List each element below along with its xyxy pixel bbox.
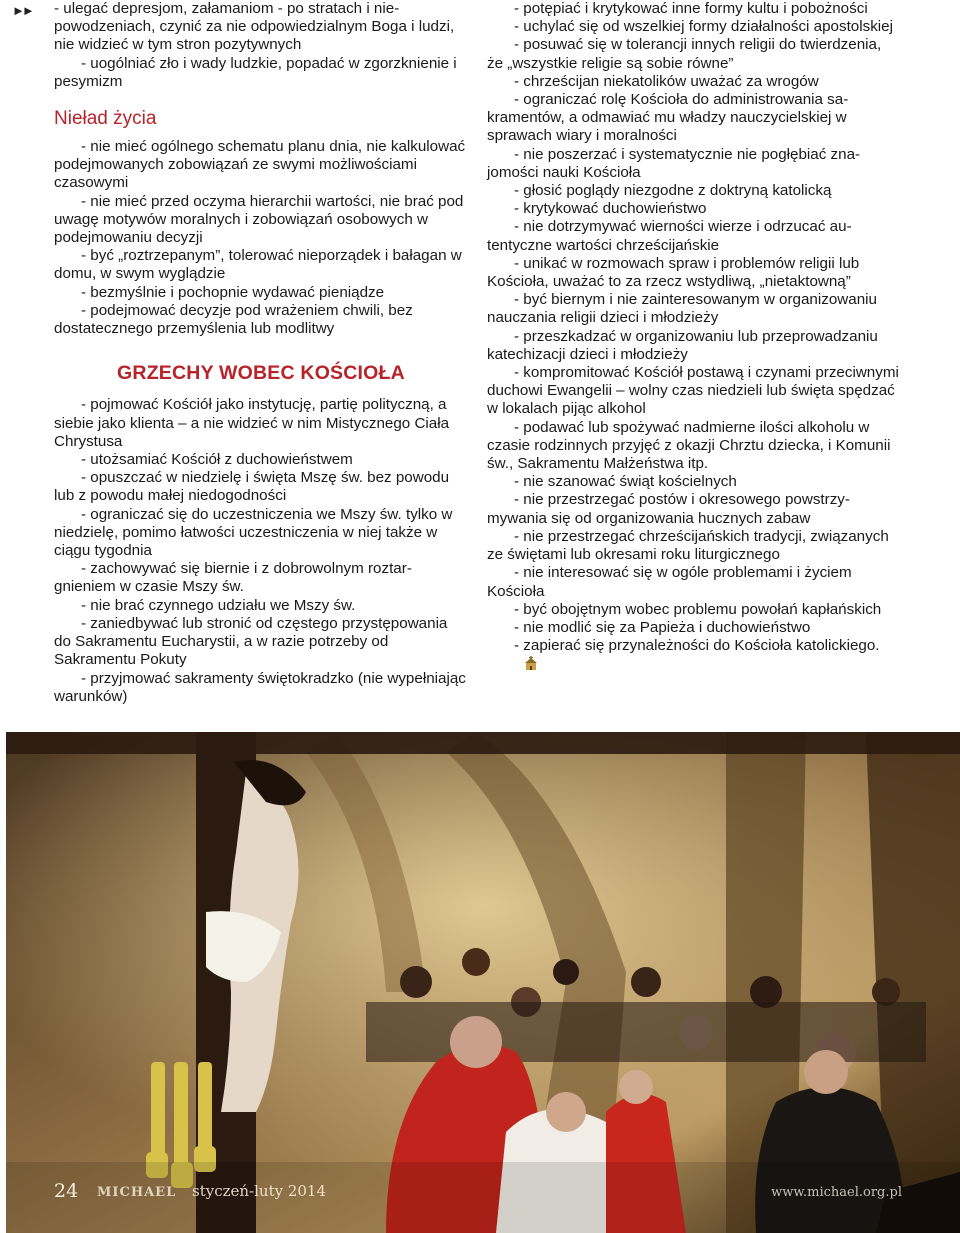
list-item: - nie interesować się w ogóle problemami i życiem Kościoła — [487, 564, 852, 600]
website-url[interactable]: www.michael.org.pl — [771, 1185, 902, 1200]
list-item: - podawać lub spożywać nadmierne ilości alkoholu w czasie rodzinnych przyjęć z okazji Chrztu dziecka, i Komunii św., Sakramentu Małżeństwa itp. — [487, 418, 891, 473]
list-item: - nie modlić się za Papieża i duchowieństwo — [514, 618, 811, 636]
list-nielad-zycia — [54, 138, 468, 338]
list-item: - nie dotrzymywać wierności wierze i odrzucać autentyczne wartości chrześcijańskie — [487, 218, 852, 254]
list-item: - krytykować duchowieństwo — [514, 200, 707, 218]
subheading-nielad-zycia: Nieład życia — [54, 108, 157, 130]
list-item: - nie mieć przed oczyma hierarchii wartości, nie brać pod uwagę motywów moralnych i zobowiązań osobowych w podejmowaniu decyzji — [54, 192, 464, 247]
list-item: - przeszkadzać w organizowaniu lub przeprowadzaniu katechizacji dzieci i młodzieży — [487, 327, 878, 363]
church-photo — [6, 732, 960, 1233]
list-item: - bezmyślnie i pochopnie wydawać pieniądze — [81, 283, 385, 301]
paragraph: - ulegać depresjom, załamaniom - po stratach i niepowodzeniach, czynić za nie odpowiedzialnym Boga i ludzi, nie widzieć w tym stron pozytywnych — [54, 0, 455, 54]
list-item: - utożsamiać Kościół z duchowieństwem — [81, 451, 353, 469]
list-item: - przyjmować sakramenty świętokradzko (nie wypełniając warunków) — [54, 669, 466, 705]
list-item: - kompromitować Kościół postawą i czynami przeciwnymi duchowi Ewangelii – wolny czas niedzieli lub święta spędzać w lokalach pijąc alkohol — [487, 364, 899, 418]
list-item: - być obojętnym wobec problemu powołań kapłańskich — [514, 600, 882, 618]
list-grzechy-left — [54, 396, 468, 705]
list-item: - być „roztrzepanym”, tolerować nieporządek i bałagan w domu, w swym wyglądzie — [54, 247, 462, 283]
paragraph: - uogólniać zło i wady ludzkie, popadać w zgorzknienie i pesymizm — [54, 54, 457, 90]
list-item: - ograniczać rolę Kościoła do administrowania sakramentów, a odmawiać mu władzy nauczycielskiej w sprawach wiary i moralności — [487, 91, 849, 145]
issue-date: styczeń-luty 2014 — [192, 1182, 327, 1200]
list-item: - nie przestrzegać chrześcijańskich tradycji, związanych ze świętami lub okresami roku liturgicznego — [487, 527, 889, 564]
list-item: - pojmować Kościół jako instytucję, partię polityczną, a siebie jako klienta – a nie widzieć w nim Mistycznego Ciała Chrystusa — [54, 396, 450, 450]
list-item: - potępiać i krytykować inne formy kultu i pobożności — [514, 0, 868, 17]
list-item: - nie szanować świąt kościelnych — [514, 473, 737, 491]
list-item: - zachowywać się biernie i z dobrowolnym roztargnieniem w czasie Mszy św. — [54, 560, 412, 596]
list-item: - być biernym i nie zainteresowanym w organizowaniu nauczania religii dzieci i młodzieży — [487, 291, 877, 327]
list-item-text: - zapierać się przynależności do Kościoła katolickiego. — [514, 637, 880, 655]
page-number: 24 — [54, 1180, 79, 1202]
list-item: - opuszczać w niedzielę i święta Mszę św. bez powodu lub z powodu małej niedogodności — [54, 469, 450, 505]
list-item: - podejmować decyzje pod wrażeniem chwili, bez dostatecznego przemyślenia lub modlitwy — [54, 301, 413, 338]
list-item: - zaniedbywać lub stronić od częstego przystępowania do Sakramentu Eucharystii, a w razie potrzeby od Sakramentu Pokuty — [54, 614, 448, 669]
list-item: - głosić poglądy niezgodne z doktryną katolicką — [514, 182, 832, 200]
list-item: - posuwać się w tolerancji innych religii do twierdzenia, że „wszystkie religie są sobie równe” — [487, 36, 882, 72]
list-item: - unikać w rozmowach spraw i problemów religii lub Kościoła, uważać to za rzecz wstydliwą, „nietaktowną” — [487, 254, 860, 291]
list-item: - nie poszerzać i systematycznie nie pogłębiać znajomości nauki Kościoła — [487, 145, 861, 181]
magazine-logo: MICHAEL — [97, 1185, 177, 1200]
church-photo-illustration — [6, 732, 960, 1233]
section-heading-grzechy: GRZECHY WOBEC KOŚCIOŁA — [117, 362, 405, 385]
list-item: - chrześcijan niekatolików uważać za wrogów — [514, 72, 819, 90]
list-item: - nie mieć ogólnego schematu planu dnia, nie kalkulować podejmowanych zobowiązań ze swymi możliwościami czasowymi — [54, 138, 466, 192]
double-arrow-icon: ►► — [12, 3, 32, 18]
right-column — [487, 0, 899, 674]
list-item: - nie brać czynnego udziału we Mszy św. — [81, 596, 356, 614]
list-item: - uchylać się od wszelkiej formy działalności apostolskiej — [514, 18, 893, 36]
list-item-last — [487, 637, 899, 673]
left-column — [54, 0, 468, 706]
list-item: - nie przestrzegać postów i okresowego powstrzymywania się od organizowania hucznych zabaw — [487, 491, 850, 527]
list-item: - ograniczać się do uczestniczenia we Mszy św. tylko w niedzielę, pomimo łatwości uczestniczenia w niej także w ciągu tygodnia — [54, 505, 453, 560]
church-icon — [497, 656, 511, 670]
